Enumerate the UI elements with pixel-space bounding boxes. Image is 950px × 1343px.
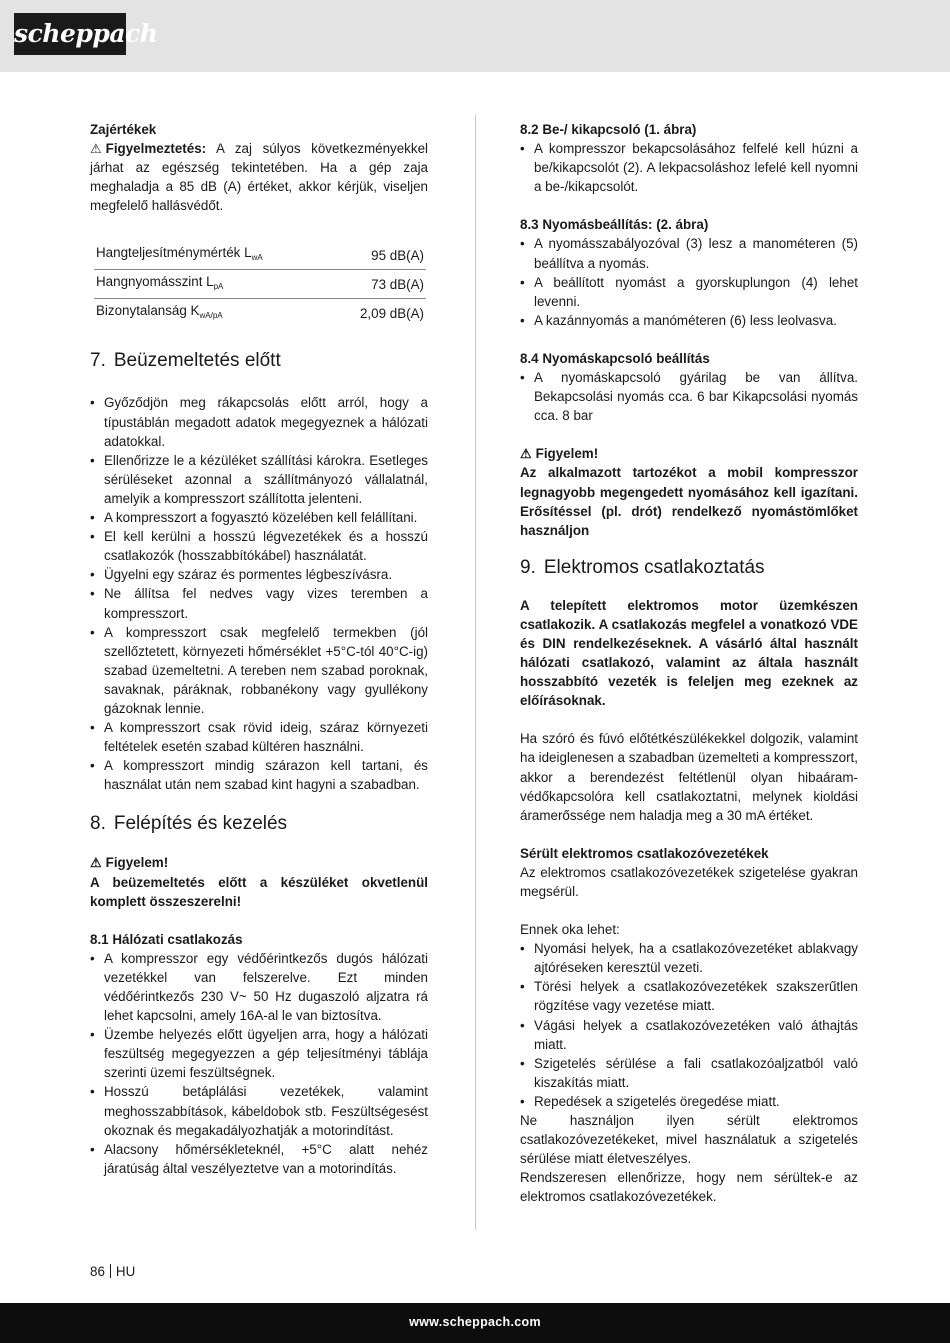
noise-title: Zajértékek [90, 122, 157, 137]
scheppach-logo: scheppach [14, 13, 126, 55]
accessory-warning-text: Az alkalmazott tartozékot a mobil kompresszor legnagyobb megengedett nyomásához kell igazítani. Erősítéssel (pl. drót) rendelkező nyomástömlőket használjon [520, 465, 858, 538]
table-cell-label: Hangnyomásszint $L_{pA}$ [96, 274, 224, 292]
warning-triangle-icon: ⚠ [90, 141, 102, 157]
right-column [520, 120, 858, 1207]
list-item: • A kompresszort csak megfelelő termekben (jól szellőztetett, környezeti hőmérséklet +5°C-tól 40°C-ig) szabad üzemeltetni. A tereben nem szabad poroknak, savaknak, páráknak, robbanékony vagy gyullékony gázoknak lennie. [90, 623, 428, 718]
table-cell-value: 73 dB(A) [371, 276, 424, 292]
sub-8-1-list [90, 949, 428, 1178]
page-number [90, 1264, 135, 1279]
section-9-intro: A telepített elektromos motor üzemkészen csatlakozik. A csatlakozás megfelel a vonatkozó VDE és DIN rendelkezéseknek. A vásárló által használt hálózati csatlakozó, valamint az általa használt hosszabbító vezeték is feleljen meg ezeknek az előírásoknak. [520, 597, 858, 709]
section-7-heading: 7. Beüzemeltetés előtt [90, 350, 281, 372]
sub-8-3-title: 8.3 Nyomásbeállítás: (2. ábra) [520, 217, 709, 233]
warning-triangle-icon: ⚠ [520, 446, 532, 462]
list-item: • Nyomási helyek, ha a csatlakozóvezetéket ablakvagy ajtóréseken keresztül vezeti. [520, 939, 858, 977]
table-cell-label: Hangteljesítménymérték $L_{wA}$ [96, 245, 263, 263]
list-item: • Üzembe helyezés előtt ügyeljen arra, hogy a hálózati feszültség megegyezzen a gép teljesítményi táblája szerinti üzemi feszültségnek. [90, 1025, 428, 1082]
list-item: • A beállított nyomást a gyorskuplungon (4) lehet levenni. [520, 273, 858, 311]
table-cell-value: 2,09 dB(A) [359, 305, 424, 321]
page-separator [110, 1264, 111, 1278]
accessory-warning-label: ⚠ Figyelem! [520, 444, 858, 463]
list-item: • A nyomáskapcsoló gyárilag be van állítva. Bekapcsolási nyomás cca. 6 bar Kikapcsolási nyomás cca. 8 bar [520, 368, 858, 425]
list-item: • Ügyelni egy száraz és pormentes légbeszívásra. [90, 565, 428, 584]
column-divider [475, 115, 476, 1230]
causes-list [520, 939, 858, 1111]
section-8-warning-label: ⚠ Figyelem! [90, 853, 428, 872]
table-row [94, 241, 426, 270]
list-item: • Alacsony hőmérsékleteknél, +5°C alatt nehéz járatúság által veszélyeztetve van a motorindítás. [90, 1140, 428, 1178]
sub-8-2-title: 8.2 Be-/ kikapcsoló (1. ábra) [520, 122, 697, 137]
damaged-cables-title: Sérült elektromos csatlakozóvezetékek [520, 845, 769, 861]
table-cell-label: Bizonytalanság $K_{wA/pA}$ [96, 303, 223, 321]
sub-8-2-list [520, 139, 858, 196]
warning-triangle-icon: ⚠ [90, 855, 102, 871]
list-item: • Törési helyek a csatlakozóvezetékek szakszerűtlen rögzítése vagy vezetése miatt. [520, 977, 858, 1015]
page-number-value: 86 [90, 1264, 105, 1279]
noise-warning [90, 139, 428, 215]
table-cell-value: 95 dB(A) [371, 247, 424, 263]
list-item: • Győződjön meg rákapcsolás előtt arról, hogy a típustáblán megadott adatok megegyeznek a hálózati adatokkal. [90, 393, 428, 450]
list-item: • A kompresszort a fogyasztó közelében kell felállítani. [90, 508, 428, 527]
sub-8-4-list [520, 368, 858, 425]
website-link[interactable]: www.scheppach.com [409, 1315, 541, 1329]
list-item: • A kompresszort csak rövid ideig, száraz környezeti feltételek esetén szabad kültéren használni. [90, 718, 428, 756]
noise-warning-label: Figyelmeztetés: [105, 141, 207, 157]
list-item: • Szigetelés sérülése a fali csatlakozóaljzatból való kiszakítás miatt. [520, 1054, 858, 1092]
page-header [0, 0, 950, 72]
list-item: • Ne állítsa fel nedves vagy vizes teremben a kompresszort. [90, 584, 428, 622]
list-item: • Ellenőrizze le a kézüléket szállítási károkra. Esetleges sérüléseket azonnal a szállítmányozó vállalatnál, amelyik a kompresszort szállította jelenteni. [90, 451, 428, 508]
damaged-cables-paragraph: Az elektromos csatlakozóvezetékek szigetelése gyakran megsérül. [520, 864, 858, 899]
page-footer [0, 1303, 950, 1343]
list-item: • A nyomásszabályozóval (3) lesz a manométeren (5) beállítva a nyomás. [520, 234, 858, 272]
list-item: • Hosszú betáplálási vezetékek, valamint meghosszabbítások, kábeldobok stb. Feszültségesést okoznak és megakadályozhatják a motorindítást. [90, 1082, 428, 1139]
left-column [90, 120, 428, 1178]
list-item: • Vágási helyek a csatlakozóvezetéken való áthajtás miatt. [520, 1016, 858, 1054]
table-row [94, 299, 426, 328]
sub-8-3-list [520, 234, 858, 329]
closing-paragraph-2: Rendszeresen ellenőrizze, hogy nem sérültek-e az elektromos csatlakozóvezetékek. [520, 1170, 858, 1205]
section-8-warning-text: A beüzemeltetés előtt a készüléket okvetlenül komplett összeszerelni! [90, 874, 428, 909]
list-item: • A kazánnyomás a manóméteren (6) less leolvasva. [520, 311, 858, 330]
noise-warning-text: A zaj súlyos következményekkel járhat az egészség tekintetében. Ha a gép zaja meghaladja a 85 dB (A) értéket, akkor kérjük, viseljen megfelelő hallásvédőt. [90, 141, 428, 214]
list-item: • A kompresszort mindig szárazon kell tartani, és használat után nem szabad kint hagyni a szabadban. [90, 756, 428, 794]
section-8-heading: 8. Felépítés és kezelés [90, 813, 288, 835]
language-code: HU [115, 1264, 136, 1279]
section-7-list [90, 393, 428, 794]
list-item: • Repedések a szigetelés öregedése miatt. [520, 1092, 858, 1111]
noise-values-table [94, 241, 426, 327]
section-9-paragraph: Ha szóró és fúvó előtétkészülékekkel dolgozik, valamint ha ideiglenesen a szabadban üzemelteti a kompresszort, akkor a berendezést feltétlenül olyan hibaáram-védőkapcsolóra kell csatlakoztatni, melynek kioldási áramerőssége nem haladja meg a 30 mA értéket. [520, 731, 858, 823]
list-item: • El kell kerülni a hosszú légvezetékek és a hosszú csatlakozók (hosszabbítókábel) használatát. [90, 527, 428, 565]
list-item: • A kompresszor egy védőérintkezős dugós hálózati vezetékkel van felszerelve. Ezt minden védőérintkezős 230 V~ 50 Hz dugaszoló aljzatra rá lehet kapcsolni, amely 16A-al le van biztosítva. [90, 949, 428, 1025]
sub-8-4-title: 8.4 Nyomáskapcsoló beállítás [520, 350, 710, 366]
closing-paragraph-1: Ne használjon ilyen sérült elektromos csatlakozóvezetékeket, mivel használatuk a szigetelés sérülése miatt életveszélyes. [520, 1113, 858, 1167]
table-row [94, 270, 426, 299]
causes-intro: Ennek oka lehet: [520, 922, 620, 938]
list-item: • A kompresszor bekapcsolásához felfelé kell húzni a be/kikapcsolót (2). A lekpacsoláshoz lefelé kell nyomni a be-/kikapcsolót. [520, 139, 858, 196]
section-9-heading: 9. Elektromos csatlakoztatás [520, 556, 765, 578]
sub-8-1-title: 8.1 Hálózati csatlakozás [90, 931, 243, 947]
